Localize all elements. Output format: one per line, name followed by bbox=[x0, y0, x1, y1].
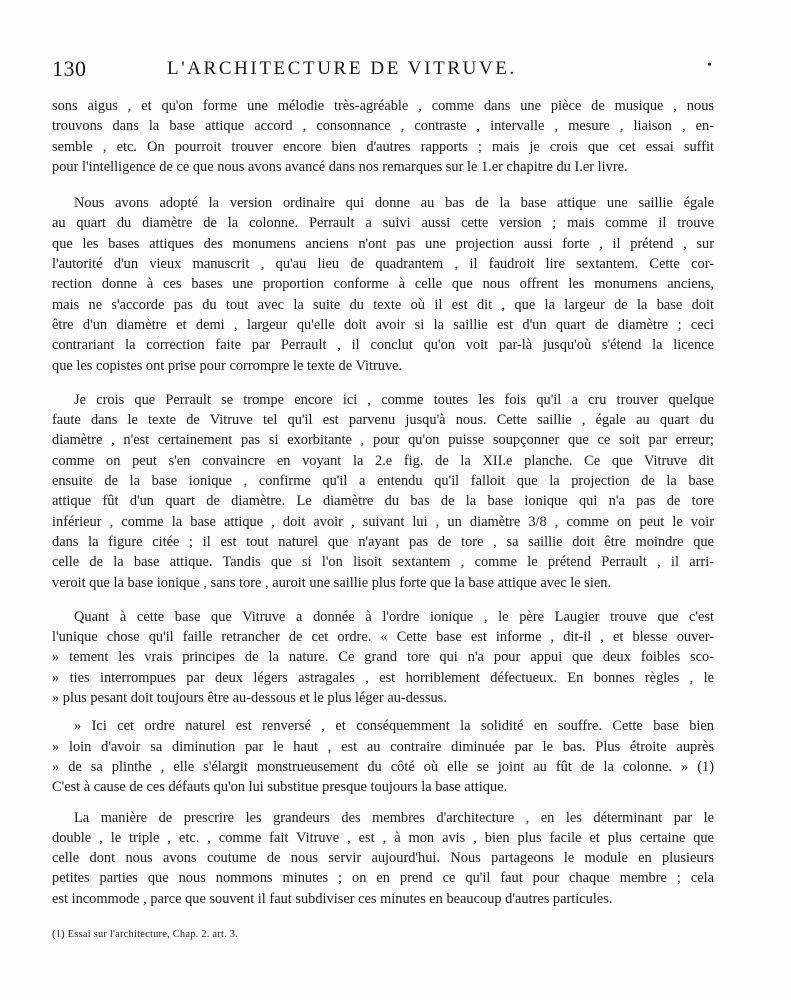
running-title: L'ARCHITECTURE DE VITRUVE. bbox=[167, 58, 517, 79]
text-line: inférieur , comme la base attique , doit avoir , suivant lui , un diamètre 3/8 , comme on peut le voir bbox=[52, 513, 714, 530]
text-line: trouvons dans la base attique accord , consonnance , contraste , intervalle , mesure , liaison , en- bbox=[52, 118, 714, 135]
paragraph-gap bbox=[52, 798, 714, 808]
text-line: » loin d'avoir sa diminution par le haut , est au contraire diminuée par le bas. Plus étroite auprès bbox=[52, 738, 714, 755]
text-line: attique fût d'un quart de diamètre. Le diamètre du bas de la base ionique qui n'a pas de tore bbox=[52, 493, 714, 510]
text-line: au quart du diamètre de la colonne. Perrault a suivi aussi cette version ; mais comme il trouve bbox=[52, 215, 714, 232]
paragraph-gap bbox=[52, 708, 714, 716]
footnote: (1) Essai sur l'architecture, Chap. 2. art. 3. bbox=[52, 928, 239, 940]
text-line: dans la figure citée ; il est tout naturel que n'ayant pas de tore , sa saillie doit être moindre que bbox=[52, 533, 714, 550]
text-line: comme on peut s'en convaincre en voyant la 2.e fig. de la XII.e planche. Ce que Vitruve dit bbox=[52, 452, 714, 469]
text-line: ensuite de la base ionique , confirme qu'il a entendu qu'il falloit que la projection de la base bbox=[52, 473, 714, 490]
text-line: celle de la base attique. Tandis que si l'on lisoit sextantem , comme le prétend Perrault , il arri- bbox=[52, 554, 714, 571]
text-line: Je crois que Perrault se trompe encore ici , comme toutes les fois qu'il a cru trouver quelque bbox=[74, 391, 714, 408]
text-line: Nous avons adopté la version ordinaire qui donne au bas de la base attique une saillie égale bbox=[74, 195, 714, 212]
text-line: » tement les vrais principes de la nature. Ce grand tore qui n'a pour appui que deux foibles sco- bbox=[52, 649, 714, 666]
text-line: rection donne à ces bases une proportion conforme à celle que nous offrent les monumens anciens, bbox=[52, 276, 714, 293]
text-line: mais ne s'accorde pas du tout avec la suite du texte où il est dit , que la largeur de la base doit bbox=[52, 296, 714, 313]
paragraph bbox=[52, 808, 714, 909]
paragraph-gap bbox=[52, 593, 714, 607]
paragraph-gap bbox=[52, 376, 714, 390]
text-line: C'est à cause de ces défauts qu'on lui substitue presque toujours la base attique. bbox=[52, 779, 508, 796]
text-line: pour l'intelligence de ce que nous avons avancé dans nos remarques sur le 1.er chapitre du I.er livre. bbox=[52, 158, 628, 175]
book-page bbox=[52, 56, 714, 940]
text-line: veroit que la base ionique , sans tore , auroit une saillie plus forte que la base attique avec le sien. bbox=[52, 574, 612, 591]
paragraph bbox=[52, 96, 714, 177]
page-number: 130 bbox=[52, 56, 87, 81]
text-line: » de sa plinthe , elle s'élargit monstrueusement du côté où elle se joint au fût de la colonne. » (1) bbox=[52, 758, 714, 775]
paragraph bbox=[52, 716, 714, 797]
text-line: que les bases attiques des monumens anciens n'ont pas une projection aussi forte , il prétend , sur bbox=[52, 235, 714, 252]
page-header bbox=[52, 56, 714, 86]
text-line: » plus pesant doit toujours être au-dessous et le plus léger au-dessus. bbox=[52, 690, 447, 707]
text-line: » ties interrompues par deux légers astragales , est horriblement défectueux. En bonnes règles , le bbox=[52, 669, 714, 686]
text-line: Quant à cette base que Vitruve a donnée à l'ordre ionique , le père Laugier trouve que c'est bbox=[74, 608, 714, 625]
text-line: est incommode , parce que souvent il faut subdiviser ces minutes en beaucoup d'autres particules. bbox=[52, 890, 613, 907]
text-line: être d'un diamètre et demi , largeur qu'elle doit avoir si la saillie est d'un quart de diamètre ; ceci bbox=[52, 316, 714, 333]
text-line: » Ici cet ordre naturel est renversé , et conséquemment la solidité en souffre. Cette base bien bbox=[74, 718, 714, 735]
text-line: double , le triple , etc. , comme fait Vitruve , est , à mon avis , bien plus facile et plus certaine que bbox=[52, 829, 714, 846]
paragraph bbox=[52, 390, 714, 593]
paragraph bbox=[52, 193, 714, 376]
paragraph-gap bbox=[52, 177, 714, 193]
text-line: sons aigus , et qu'on forme une mélodie très-agréable , comme dans une pièce de musique , nous bbox=[52, 98, 714, 114]
text-line: l'unique chose qu'il faille retrancher de cet ordre. « Cette base est informe , dit-il , et blesse ouver- bbox=[52, 629, 714, 646]
text-line: semble , etc. On pourroit trouver encore bien d'autres rapports ; mais je crois que cet essai suffit bbox=[52, 138, 714, 155]
text-line: La manière de prescrire les grandeurs des membres d'architecture , en les déterminant par le bbox=[74, 809, 714, 826]
text-line: l'autorité d'un vieux manuscrit , qu'au lieu de quadrantem , il faudroit lire sextantem. Cette cor- bbox=[52, 256, 714, 273]
text-line: que les copistes ont prise pour corrompre le texte de Vitruve. bbox=[52, 357, 403, 374]
body-text bbox=[52, 96, 714, 909]
text-line: contrariant la correction faite par Perrault , il conclut qu'on voit par-là jusqu'où s'étend la licence bbox=[52, 337, 714, 354]
header-mark: • bbox=[707, 58, 712, 73]
text-line: petites parties que nous nommons minutes ; on en prend ce qu'il faut pour chaque membre ; cela bbox=[52, 870, 714, 887]
text-line: faute dans le texte de Vitruve tel qu'il est parvenu jusqu'à nous. Cette saillie , égale au quart du bbox=[52, 412, 714, 429]
paragraph bbox=[52, 607, 714, 708]
text-line: celle dont nous avons coutume de nous servir aujourd'hui. Nous partageons le module en plusieurs bbox=[52, 850, 714, 867]
text-line: diamètre , n'est certainement pas si exorbitante , pour qu'on puisse soupçonner que ce soit par erreur; bbox=[52, 432, 714, 449]
